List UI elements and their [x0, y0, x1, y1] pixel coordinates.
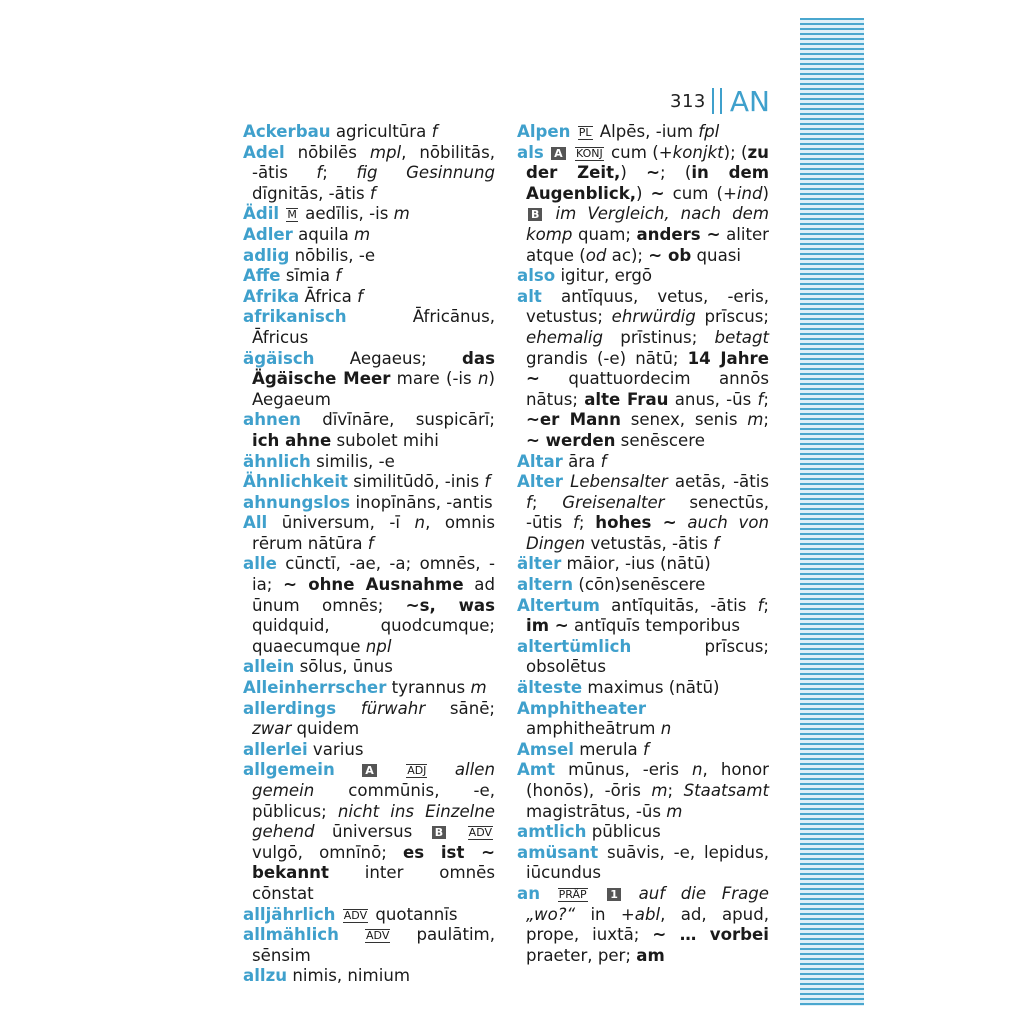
entry-text: mare (-is — [390, 369, 478, 389]
entry-text: dīgnitās, -ātis — [252, 183, 370, 203]
italic-gloss: ehrwürdig — [611, 307, 696, 327]
entry-text: (cōn)senēscere — [573, 575, 706, 595]
entry-text: mūnus, -eris — [555, 760, 693, 780]
italic-gloss: mpl — [369, 142, 402, 162]
entry-text — [544, 143, 549, 162]
entry-text: āra — [562, 451, 601, 471]
headword: allmählich — [243, 925, 339, 945]
dictionary-entry — [517, 122, 769, 143]
bold-phrase: hohes ~ — [595, 513, 677, 533]
dictionary-entry — [243, 472, 495, 493]
entry-text: agricultūra — [330, 122, 432, 141]
dictionary-entry — [243, 699, 495, 740]
headword: alljährlich — [243, 904, 336, 924]
entry-text: cūnctī, -ae, -a; omnēs, -ia; — [252, 554, 495, 595]
headword: altern — [517, 575, 574, 595]
headword: als — [517, 142, 544, 162]
entry-text: senēscere — [615, 430, 705, 450]
grammar-label: ADV — [468, 826, 492, 840]
dictionary-entry — [517, 699, 769, 740]
entry-text: māior, -ius (nātū) — [561, 554, 711, 574]
entry-text: suāvis, -e, lepidus, iūcundus — [526, 842, 769, 883]
grammar-label: M — [287, 208, 297, 222]
entry-text: quasi — [691, 245, 741, 265]
entry-text: ) — [636, 183, 651, 203]
headword: an — [517, 883, 541, 903]
bold-phrase: am — [636, 945, 665, 965]
entry-text: varius — [307, 739, 364, 759]
entry-text: Āfricānus, Āfricus — [252, 307, 495, 347]
entry-text: ūniversus — [314, 822, 430, 842]
entry-text: quidquid, quodcumque; quaecumque — [252, 616, 495, 656]
bold-phrase: ~ — [646, 163, 660, 183]
entry-text — [540, 884, 556, 903]
headword: Afrika — [243, 286, 300, 306]
dictionary-entry — [517, 843, 769, 884]
dictionary-entry — [243, 349, 495, 411]
entry-text: magistrātus, -ūs — [526, 801, 667, 821]
headword: allzu — [243, 966, 288, 986]
headword: Alpen — [517, 122, 571, 141]
entry-text: quotannīs — [370, 904, 458, 924]
entry-text — [336, 699, 361, 718]
dictionary-entry — [243, 452, 495, 473]
thumb-index-tab — [800, 18, 864, 1006]
entry-text: praeter, per; — [526, 945, 637, 965]
dictionary-entry — [243, 122, 495, 143]
entry-text — [570, 122, 575, 141]
headword: All — [243, 513, 268, 533]
italic-gloss: m — [666, 801, 683, 821]
italic-gloss: betagt — [714, 327, 769, 347]
headword: Amsel — [517, 739, 574, 759]
entry-text: sīmia — [280, 266, 336, 286]
dictionary-entry — [517, 884, 769, 966]
entry-text: amphitheātrum — [526, 719, 661, 739]
dictionary-entry — [243, 513, 495, 554]
headword: älter — [517, 554, 562, 574]
headword: ahnungslos — [243, 492, 351, 512]
italic-gloss: Greisenalter — [562, 492, 665, 512]
dictionary-entry — [517, 760, 769, 822]
entry-text: quidem — [291, 719, 360, 739]
entry-text: similis, -e — [310, 451, 395, 471]
entry-text: , omnis rērum nātūra — [252, 513, 495, 553]
headword: afrikanisch — [243, 307, 347, 327]
headword: älteste — [517, 678, 583, 698]
italic-gloss: Lebensalter — [570, 472, 668, 492]
headword: alle — [243, 554, 277, 574]
headword: Altertum — [517, 595, 600, 615]
dictionary-entry — [243, 493, 495, 514]
entry-text: sānē; — [425, 698, 496, 718]
italic-gloss: abl — [634, 904, 661, 924]
italic-gloss: m — [354, 224, 371, 244]
dictionary-entry — [243, 225, 495, 246]
entry-text — [590, 884, 606, 903]
right-column — [517, 122, 769, 966]
headword: allerlei — [243, 739, 308, 759]
entry-text: aliter atque ( — [526, 224, 770, 265]
entry-text: ; — [763, 389, 769, 409]
entry-text: paulātim, sēnsim — [252, 925, 495, 965]
dictionary-entry — [243, 678, 495, 699]
headword: ägäisch — [243, 348, 315, 368]
entry-text: ; — [763, 410, 769, 430]
entry-text: grandis (-e) nātū; — [526, 348, 688, 368]
dictionary-entry — [517, 287, 769, 452]
italic-gloss: +ind — [722, 183, 763, 203]
bold-phrase: ~ ohne Ausnahme — [283, 575, 464, 595]
headword: Ädil — [243, 204, 280, 224]
italic-gloss: fpl — [698, 122, 720, 141]
entry-text: aquila — [292, 224, 355, 244]
entry-text: tyrannus — [386, 678, 471, 698]
headword: amüsant — [517, 842, 599, 862]
italic-gloss: f — [600, 451, 607, 471]
bold-phrase: ~ — [650, 183, 665, 203]
entry-text: cum ( — [664, 183, 723, 203]
entry-text: , honor (honōs), -ōris — [526, 760, 769, 800]
double-bar-divider — [712, 88, 722, 114]
italic-gloss: m — [747, 410, 764, 430]
dictionary-entry — [517, 822, 769, 843]
italic-gloss: f — [431, 122, 438, 141]
grammar-label: ADJ — [407, 764, 427, 778]
headword: allerdings — [243, 698, 337, 718]
entry-text: ac); — [606, 245, 649, 265]
dictionary-entry — [243, 287, 495, 308]
italic-gloss: f — [357, 286, 363, 306]
italic-gloss: f — [369, 183, 376, 203]
headword: Ackerbau — [243, 122, 331, 141]
dictionary-entry — [517, 637, 769, 678]
dictionary-entry — [243, 246, 495, 267]
headword: Affe — [243, 266, 281, 286]
entry-text: ; ( — [659, 163, 692, 183]
italic-gloss: n — [692, 760, 703, 780]
italic-gloss: auf die Frage „wo?“ — [526, 883, 770, 924]
italic-gloss: zwar — [252, 719, 292, 739]
entry-text — [335, 760, 360, 779]
entry-text — [448, 822, 465, 841]
italic-gloss: f — [757, 389, 764, 409]
headword: Alter — [517, 472, 563, 492]
entry-text: nōbilēs — [284, 142, 370, 162]
bold-phrase: alte Frau — [584, 389, 669, 409]
italic-gloss: f — [335, 266, 342, 286]
running-head — [520, 84, 770, 118]
left-column — [243, 122, 495, 987]
entry-text: ūniversum, -ī — [267, 513, 415, 533]
entry-text — [379, 760, 404, 779]
entry-text — [544, 204, 555, 223]
entry-text — [677, 513, 688, 532]
italic-gloss: f — [316, 163, 323, 183]
grammar-label: KONJ — [575, 146, 603, 160]
dictionary-entry — [243, 204, 495, 225]
dictionary-entry — [243, 925, 495, 966]
headword: allgemein — [243, 760, 335, 780]
italic-gloss: f — [643, 739, 649, 759]
italic-gloss: n — [477, 369, 489, 389]
entry-text: vulgō, omnīnō; — [252, 842, 404, 862]
entry-text: in + — [575, 904, 635, 924]
bold-phrase: zu der Zeit, — [526, 142, 769, 183]
entry-text: aedīlis, -is — [299, 204, 394, 224]
italic-gloss: f — [526, 492, 532, 512]
entry-text: Āfrica — [299, 286, 358, 306]
sense-number-box: B — [528, 208, 542, 221]
entry-text: prīscus; — [695, 307, 770, 327]
dictionary-entry — [243, 307, 495, 348]
dictionary-entry — [517, 596, 769, 637]
entry-text: nimis, nimium — [287, 966, 411, 986]
entry-text: maximus (nātū) — [582, 678, 720, 698]
dictionary-entry — [517, 740, 769, 761]
bold-phrase: ~ … vorbei — [652, 925, 769, 945]
entry-text: ad ūnum omnēs; — [252, 575, 495, 615]
headword: also — [517, 266, 556, 286]
entry-text — [335, 905, 340, 924]
headword: amtlich — [517, 822, 587, 842]
grammar-label: ADV — [366, 929, 390, 943]
italic-gloss: m — [470, 678, 487, 698]
dictionary-entry — [243, 760, 495, 904]
italic-gloss: allen gemein — [252, 760, 496, 800]
grammar-label: PRÄP — [558, 887, 587, 901]
entry-text: ; — [578, 513, 596, 533]
bold-phrase: im ~ — [526, 616, 569, 636]
page-number: 313 — [670, 90, 706, 112]
headword: allein — [243, 657, 295, 677]
entry-text: pūblicus — [586, 822, 661, 842]
entry-text: sōlus, ūnus — [294, 657, 393, 677]
sense-number-box: A — [362, 764, 377, 777]
entry-text: , nōbilitās, -ātis — [252, 142, 496, 183]
entry-text: inter omnēs cōnstat — [252, 863, 495, 903]
bold-phrase: in dem Augenblick, — [526, 163, 770, 203]
entry-text: ) — [620, 163, 647, 183]
entry-text: ; — [531, 492, 563, 512]
headword: alt — [517, 286, 542, 306]
entry-text: ) — [762, 183, 770, 203]
headword: Amphitheater — [517, 698, 647, 718]
entry-text — [623, 884, 639, 903]
entry-text: ; — [763, 595, 769, 615]
entry-text: nōbilis, -e — [289, 245, 376, 265]
dictionary-entry — [243, 554, 495, 657]
grammar-label: ADV — [343, 908, 368, 922]
italic-gloss: fürwahr — [360, 698, 426, 718]
headword: Adler — [243, 224, 293, 244]
sense-number-box: A — [551, 147, 566, 160]
bold-phrase: das Ägäische Meer — [252, 348, 495, 389]
italic-gloss: f — [367, 533, 374, 553]
entry-text: prīscus; obsolētus — [526, 636, 769, 677]
italic-gloss: npl — [365, 636, 392, 656]
entry-text: quam; — [572, 224, 637, 244]
italic-gloss: n — [414, 513, 426, 533]
entry-text: senectūs, -ūtis — [526, 492, 769, 533]
entry-text: ) Aegaeum — [252, 369, 495, 409]
sense-number-box: B — [432, 826, 446, 839]
headword: ahnen — [243, 410, 301, 430]
entry-text — [429, 760, 454, 779]
sense-number-box: 1 — [607, 888, 621, 901]
dictionary-entry — [243, 143, 495, 205]
grammar-label: PL — [578, 126, 592, 139]
entry-text: prīstinus; — [603, 327, 715, 347]
italic-gloss: od — [585, 245, 607, 265]
entry-text: dīvīnāre, suspicārī; — [300, 410, 495, 430]
italic-gloss: n — [660, 719, 672, 739]
entry-text: igitur, ergō — [555, 266, 653, 286]
headword: Adel — [243, 142, 285, 162]
italic-gloss: nicht ins Einzelne gehend — [252, 801, 495, 842]
headword: Amt — [517, 760, 556, 780]
entry-text — [563, 472, 570, 491]
dictionary-entry — [243, 966, 495, 987]
entry-text: subolet mihi — [331, 430, 439, 450]
italic-gloss: im Vergleich, nach dem komp — [526, 204, 769, 244]
dictionary-entry — [517, 554, 769, 575]
bold-phrase: ~ ob — [648, 245, 692, 265]
bold-phrase: 14 Jahre ~ — [526, 348, 769, 389]
bold-phrase: ~ werden — [526, 430, 616, 450]
italic-gloss: auch von Dingen — [526, 513, 769, 553]
italic-gloss: m — [651, 781, 668, 800]
entry-text: ; — [667, 781, 684, 800]
entry-text — [339, 925, 363, 944]
entry-text: Aegaeus; — [314, 348, 463, 368]
headword: Alleinherrscher — [243, 678, 387, 698]
entry-text: Alpēs, -ium — [594, 122, 699, 141]
entry-text: antīquitās, -ātis — [599, 595, 758, 615]
italic-gloss: Staatsamt — [683, 781, 769, 800]
section-letters: AN — [729, 84, 770, 118]
bold-phrase: ~er Mann — [526, 410, 621, 430]
entry-text: similitūdō, -inis — [347, 472, 485, 492]
entry-text — [279, 204, 284, 223]
bold-phrase: ich ahne — [252, 430, 332, 450]
entry-text: , ad, apud, prope, iuxtā; — [526, 904, 769, 945]
italic-gloss: f — [713, 533, 720, 553]
dictionary-entry — [243, 266, 495, 287]
dictionary-entry — [517, 575, 769, 596]
bold-phrase: es ist ~ bekannt — [252, 842, 495, 883]
italic-gloss: fig Gesinnung — [356, 163, 495, 183]
entry-text: aetās, -ātis — [667, 472, 769, 492]
bold-phrase: ~s, was — [405, 595, 495, 615]
dictionary-entry — [243, 905, 495, 926]
entry-text: antīquīs temporibus — [568, 616, 741, 636]
entry-text: quattuordecim annōs nātus; — [526, 369, 769, 409]
dictionary-entry — [517, 678, 769, 699]
bold-phrase: anders ~ — [636, 224, 721, 244]
headword: ähnlich — [243, 451, 311, 471]
dictionary-entry — [517, 266, 769, 287]
italic-gloss: ehemalig — [526, 327, 604, 347]
entry-text: ; — [322, 163, 357, 183]
entry-text: antīquus, vetus, -eris, vetustus; — [526, 286, 769, 327]
entry-text — [568, 143, 573, 162]
entry-text: cum ( — [605, 142, 659, 162]
entry-text: commūnis, -e, pūblicus; — [252, 781, 495, 821]
headword: altertümlich — [517, 636, 632, 656]
dictionary-entry — [243, 657, 495, 678]
dictionary-entry — [243, 410, 495, 451]
entry-text: anus, -ūs — [668, 389, 758, 409]
entry-text: merula — [573, 739, 643, 759]
dictionary-entry — [517, 452, 769, 473]
headword: adlig — [243, 245, 290, 265]
dictionary-entry — [517, 472, 769, 554]
italic-gloss: f — [757, 595, 764, 615]
italic-gloss: +konjkt — [658, 142, 724, 162]
entry-text: inopīnāns, -antis — [350, 492, 493, 512]
entry-text: ); ( — [723, 142, 748, 162]
dictionary-entry — [243, 740, 495, 761]
headword: Altar — [517, 451, 563, 471]
italic-gloss: m — [393, 204, 410, 224]
entry-text: vetustās, -ātis — [585, 533, 714, 553]
entry-text: senex, senis — [620, 410, 748, 430]
dictionary-entry — [517, 143, 769, 267]
headword: Ähnlichkeit — [243, 472, 348, 492]
italic-gloss: f — [573, 513, 579, 533]
italic-gloss: f — [484, 472, 491, 492]
